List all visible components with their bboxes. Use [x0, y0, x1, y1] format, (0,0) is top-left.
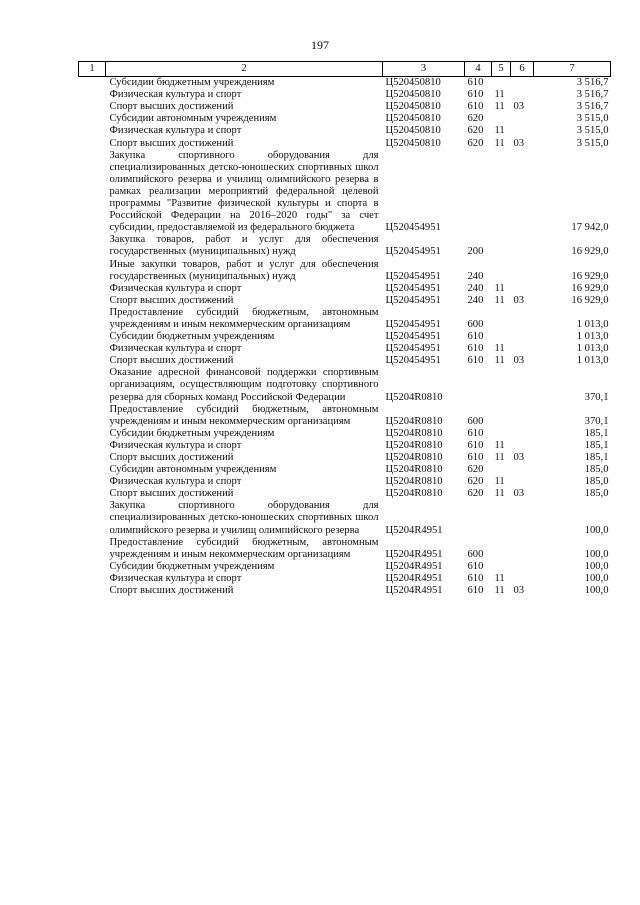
- column-number-1: 1: [79, 62, 106, 77]
- row-code: Ц5204R0810: [385, 391, 443, 403]
- row-code: Ц520450810: [385, 101, 441, 113]
- row-name: Субсидии бюджетным учреждениям: [109, 77, 275, 89]
- row-section: [492, 331, 511, 343]
- row-section: [492, 367, 511, 403]
- row-section: 11: [494, 89, 505, 101]
- row-number-cell: [79, 452, 106, 464]
- row-subsection: [511, 125, 534, 137]
- row-number-cell: [79, 367, 106, 403]
- row-section: 11: [494, 585, 505, 597]
- row-expense-type: 610: [467, 355, 484, 367]
- row-code: Ц5204R0810: [385, 452, 443, 463]
- row-amount: 100,0: [584, 572, 609, 584]
- row-expense-type: 610: [467, 89, 484, 101]
- row-number-cell: [79, 537, 106, 561]
- table-row: [79, 488, 611, 500]
- row-amount: 3 515,0: [576, 113, 609, 125]
- table-row: [79, 283, 611, 295]
- row-expense-type: 610: [467, 343, 484, 355]
- table-row: [79, 77, 611, 90]
- row-subsection: [511, 343, 534, 355]
- row-section: [492, 404, 511, 428]
- row-section: 11: [494, 101, 505, 113]
- row-expense-type: 610: [467, 331, 484, 343]
- row-number-cell: [79, 500, 106, 536]
- table-row: [79, 573, 611, 585]
- row-number-cell: [79, 476, 106, 488]
- column-number-6: 6: [511, 62, 534, 77]
- row-section: [492, 259, 511, 283]
- table-row: [79, 537, 611, 561]
- row-code: Ц520450810: [385, 125, 441, 137]
- row-section: [492, 234, 511, 258]
- row-code: Ц520454951: [385, 331, 441, 343]
- row-amount: 100,0: [584, 560, 609, 572]
- row-amount: 3 516,7: [576, 77, 609, 89]
- row-expense-type: 200: [467, 246, 484, 258]
- row-subsection: [511, 89, 534, 101]
- row-code: Ц520450810: [385, 77, 441, 89]
- row-code: Ц5204R0810: [385, 476, 443, 488]
- row-expense-type: 620: [467, 464, 484, 476]
- row-expense-type: 610: [467, 560, 484, 572]
- row-section: 11: [494, 488, 505, 500]
- row-number-cell: [79, 404, 106, 428]
- row-amount: 16 929,0: [571, 294, 609, 306]
- row-subsection: 03: [513, 101, 525, 113]
- row-section: [492, 428, 511, 440]
- row-code: Ц520454951: [385, 294, 441, 306]
- row-number-cell: [79, 234, 106, 258]
- row-amount: 3 515,0: [576, 125, 609, 137]
- row-number-cell: [79, 138, 106, 150]
- row-subsection: [511, 537, 534, 561]
- row-section: [492, 77, 511, 90]
- row-number-cell: [79, 488, 106, 500]
- row-expense-type: 610: [467, 101, 484, 113]
- row-subsection: [511, 150, 534, 235]
- table-header: [79, 62, 611, 77]
- row-name: Физическая культура и спорт: [109, 476, 242, 488]
- row-code: Ц5204R4951: [385, 572, 443, 584]
- row-subsection: [511, 573, 534, 585]
- row-subsection: [511, 234, 534, 258]
- row-code: Ц520454951: [385, 318, 441, 330]
- row-code: Ц520454951: [385, 246, 441, 258]
- row-amount: 100,0: [584, 548, 609, 560]
- row-amount: 1 013,0: [576, 343, 609, 355]
- row-amount: 1 013,0: [576, 355, 609, 367]
- row-number-cell: [79, 585, 106, 597]
- row-code: Ц5204R0810: [385, 415, 443, 427]
- header-row: [79, 62, 611, 77]
- row-name: Физическая культура и спорт: [109, 343, 242, 355]
- column-number-7: 7: [534, 62, 611, 77]
- table-body: [79, 77, 611, 598]
- row-subsection: 03: [513, 452, 525, 463]
- table-row: [79, 500, 611, 536]
- row-section: 11: [494, 294, 505, 306]
- table-row: [79, 404, 611, 428]
- row-amount: 185,1: [584, 427, 609, 439]
- row-name: Иные закупки товаров, работ и услуг для обеспечения государственных (муниципальных) нужд: [109, 258, 379, 282]
- row-subsection: [511, 283, 534, 295]
- row-amount: 185,0: [584, 488, 609, 500]
- row-number-cell: [79, 101, 106, 113]
- row-name: Спорт высших достижений: [109, 294, 234, 306]
- row-code: Ц5204R0810: [385, 439, 443, 451]
- row-section: 11: [494, 572, 505, 584]
- row-section: 11: [494, 282, 505, 294]
- row-section: [492, 500, 511, 536]
- table-row: [79, 452, 611, 464]
- row-section: 11: [494, 439, 505, 451]
- row-subsection: [511, 561, 534, 573]
- row-number-cell: [79, 77, 106, 90]
- row-name: Физическая культура и спорт: [109, 282, 242, 294]
- row-amount: 3 515,0: [576, 137, 609, 149]
- row-code: Ц520450810: [385, 113, 441, 125]
- row-number-cell: [79, 259, 106, 283]
- row-expense-type: 620: [467, 125, 484, 137]
- row-expense-type: 600: [467, 548, 484, 560]
- column-number-3: 3: [383, 62, 465, 77]
- row-name: Закупка спортивного оборудования для специализированных детско-юношеских спортивных школ олимпийского резерва и училищ олимпийского резерва: [109, 500, 379, 536]
- row-number-cell: [79, 573, 106, 585]
- page-number: 197: [311, 38, 329, 52]
- row-amount: 185,0: [584, 476, 609, 488]
- table-row: [79, 259, 611, 283]
- table-row: [79, 464, 611, 476]
- row-code: Ц520454951: [385, 270, 441, 282]
- row-code: Ц5204R4951: [385, 548, 443, 560]
- row-number-cell: [79, 150, 106, 235]
- row-name: Субсидии бюджетным учреждениям: [109, 331, 275, 343]
- row-name: Субсидии бюджетным учреждениям: [109, 560, 275, 572]
- row-section: [492, 150, 511, 235]
- row-amount: 16 929,0: [571, 246, 609, 258]
- table-row: [79, 476, 611, 488]
- table-row: [79, 367, 611, 403]
- row-expense-type: 610: [467, 572, 484, 584]
- row-expense-type: 600: [467, 415, 484, 427]
- row-amount: 185,1: [584, 439, 609, 451]
- row-code: Ц520454951: [385, 355, 441, 367]
- row-number-cell: [79, 283, 106, 295]
- row-code: Ц520454951: [385, 343, 441, 355]
- row-section: 11: [494, 125, 505, 137]
- row-code: Ц5204R4951: [385, 560, 443, 572]
- column-number-2: 2: [106, 62, 383, 77]
- row-name: Спорт высших достижений: [109, 585, 234, 597]
- row-number-cell: [79, 331, 106, 343]
- row-number-cell: [79, 343, 106, 355]
- row-amount: 185,1: [584, 452, 609, 463]
- row-code: Ц5204R4951: [385, 585, 443, 597]
- row-number-cell: [79, 125, 106, 137]
- row-code: Ц520450810: [385, 137, 441, 149]
- row-name: Физическая культура и спорт: [109, 125, 242, 137]
- row-amount: 3 516,7: [576, 89, 609, 101]
- row-name: Закупка спортивного оборудования для специализированных детско-юношеских спортивных школ олимпийского резерва и училищ олимпийского резерва в рамках реализации мероприятий федеральной целевой программы "Развитие физической культуры и спорта в Российской Федерации на 2016–2020 годы" за счет субсидии, предоставляемой из федерального бюджета: [109, 149, 379, 234]
- row-name: Субсидии автономным учреждениям: [109, 113, 277, 125]
- row-expense-type: 610: [467, 585, 484, 597]
- row-amount: 185,0: [584, 464, 609, 476]
- row-subsection: [511, 428, 534, 440]
- row-name: Предоставление субсидий бюджетным, автономным учреждениям и иным некоммерческим организациям: [109, 536, 379, 560]
- table-row: [79, 101, 611, 113]
- row-section: [492, 307, 511, 331]
- row-name: Закупка товаров, работ и услуг для обеспечения государственных (муниципальных) нужд: [109, 234, 379, 258]
- row-amount: 100,0: [584, 524, 609, 536]
- row-name: Субсидии автономным учреждениям: [109, 464, 277, 476]
- table-row: [79, 428, 611, 440]
- row-expense-type: 240: [467, 294, 484, 306]
- row-number-cell: [79, 89, 106, 101]
- row-subsection: [511, 331, 534, 343]
- row-amount: 1 013,0: [576, 331, 609, 343]
- row-expense-type: 620: [467, 137, 484, 149]
- row-code: Ц5204R0810: [385, 488, 443, 500]
- row-subsection: 03: [513, 137, 525, 149]
- row-code: Ц5204R0810: [385, 464, 443, 476]
- row-amount: 100,0: [584, 585, 609, 597]
- table-row: [79, 125, 611, 137]
- row-section: 11: [494, 137, 505, 149]
- table-row: [79, 138, 611, 150]
- table-row: [79, 343, 611, 355]
- row-name: Физическая культура и спорт: [109, 89, 242, 101]
- row-expense-type: 620: [467, 476, 484, 488]
- row-name: Субсидии бюджетным учреждениям: [109, 427, 275, 439]
- row-section: [492, 537, 511, 561]
- row-name: Спорт высших достижений: [109, 355, 234, 367]
- table-row: [79, 295, 611, 307]
- row-section: [492, 464, 511, 476]
- table-row: [79, 113, 611, 125]
- row-code: Ц520454951: [385, 282, 441, 294]
- row-name: Предоставление субсидий бюджетным, автономным учреждениям и иным некоммерческим организациям: [109, 306, 379, 330]
- row-amount: 1 013,0: [576, 318, 609, 330]
- table-row: [79, 440, 611, 452]
- table-row: [79, 150, 611, 235]
- row-section: 11: [494, 343, 505, 355]
- row-amount: 370,1: [584, 391, 609, 403]
- row-name: Физическая культура и спорт: [109, 439, 242, 451]
- row-expense-type: 610: [467, 427, 484, 439]
- row-subsection: 03: [513, 294, 525, 306]
- table-row: [79, 307, 611, 331]
- table-row: [79, 355, 611, 367]
- row-subsection: 03: [513, 355, 525, 367]
- row-code: Ц5204R4951: [385, 524, 443, 536]
- row-code: Ц5204R0810: [385, 427, 443, 439]
- table-row: [79, 331, 611, 343]
- row-code: Ц520454951: [385, 222, 441, 234]
- row-name: Физическая культура и спорт: [109, 572, 242, 584]
- row-code: Ц520450810: [385, 89, 441, 101]
- row-subsection: 03: [513, 488, 525, 500]
- table-row: [79, 585, 611, 597]
- row-section: 11: [494, 355, 505, 367]
- row-name: Оказание адресной финансовой поддержки спортивным организациям, осуществляющим подготовку спортивного резерва для сборных команд Российской Федерации: [109, 367, 379, 403]
- row-expense-type: 620: [467, 113, 484, 125]
- row-name: Предоставление субсидий бюджетным, автономным учреждениям и иным некоммерческим организациям: [109, 403, 379, 427]
- row-subsection: [511, 307, 534, 331]
- row-amount: 3 516,7: [576, 101, 609, 113]
- budget-table: [78, 61, 611, 597]
- row-subsection: 03: [513, 585, 525, 597]
- row-section: 11: [494, 476, 505, 488]
- row-expense-type: 610: [467, 77, 484, 89]
- row-expense-type: 240: [467, 282, 484, 294]
- row-expense-type: 610: [467, 439, 484, 451]
- row-subsection: [511, 440, 534, 452]
- row-subsection: [511, 77, 534, 90]
- row-amount: 16 929,0: [571, 282, 609, 294]
- row-expense-type: [465, 500, 492, 536]
- row-number-cell: [79, 295, 106, 307]
- row-expense-type: [465, 367, 492, 403]
- row-expense-type: [465, 150, 492, 235]
- row-name: Спорт высших достижений: [109, 101, 234, 113]
- row-amount: 16 929,0: [571, 270, 609, 282]
- row-subsection: [511, 476, 534, 488]
- row-section: [492, 113, 511, 125]
- table-row: [79, 234, 611, 258]
- row-expense-type: 240: [467, 270, 484, 282]
- row-section: [492, 561, 511, 573]
- row-subsection: [511, 259, 534, 283]
- row-number-cell: [79, 561, 106, 573]
- row-name: Спорт высших достижений: [109, 488, 234, 500]
- row-subsection: [511, 404, 534, 428]
- table-row: [79, 561, 611, 573]
- row-subsection: [511, 113, 534, 125]
- row-name: Спорт высших достижений: [109, 452, 234, 463]
- row-section: 11: [494, 452, 505, 463]
- table-row: [79, 89, 611, 101]
- row-subsection: [511, 367, 534, 403]
- row-number-cell: [79, 428, 106, 440]
- row-expense-type: 600: [467, 318, 484, 330]
- row-expense-type: 610: [467, 452, 484, 463]
- row-number-cell: [79, 355, 106, 367]
- row-subsection: [511, 464, 534, 476]
- row-name: Спорт высших достижений: [109, 137, 234, 149]
- row-number-cell: [79, 307, 106, 331]
- row-number-cell: [79, 440, 106, 452]
- row-subsection: [511, 500, 534, 536]
- row-amount: 370,1: [584, 415, 609, 427]
- column-number-5: 5: [492, 62, 511, 77]
- row-number-cell: [79, 464, 106, 476]
- column-number-4: 4: [465, 62, 492, 77]
- row-expense-type: 620: [467, 488, 484, 500]
- row-amount: 17 942,0: [571, 222, 609, 234]
- row-number-cell: [79, 113, 106, 125]
